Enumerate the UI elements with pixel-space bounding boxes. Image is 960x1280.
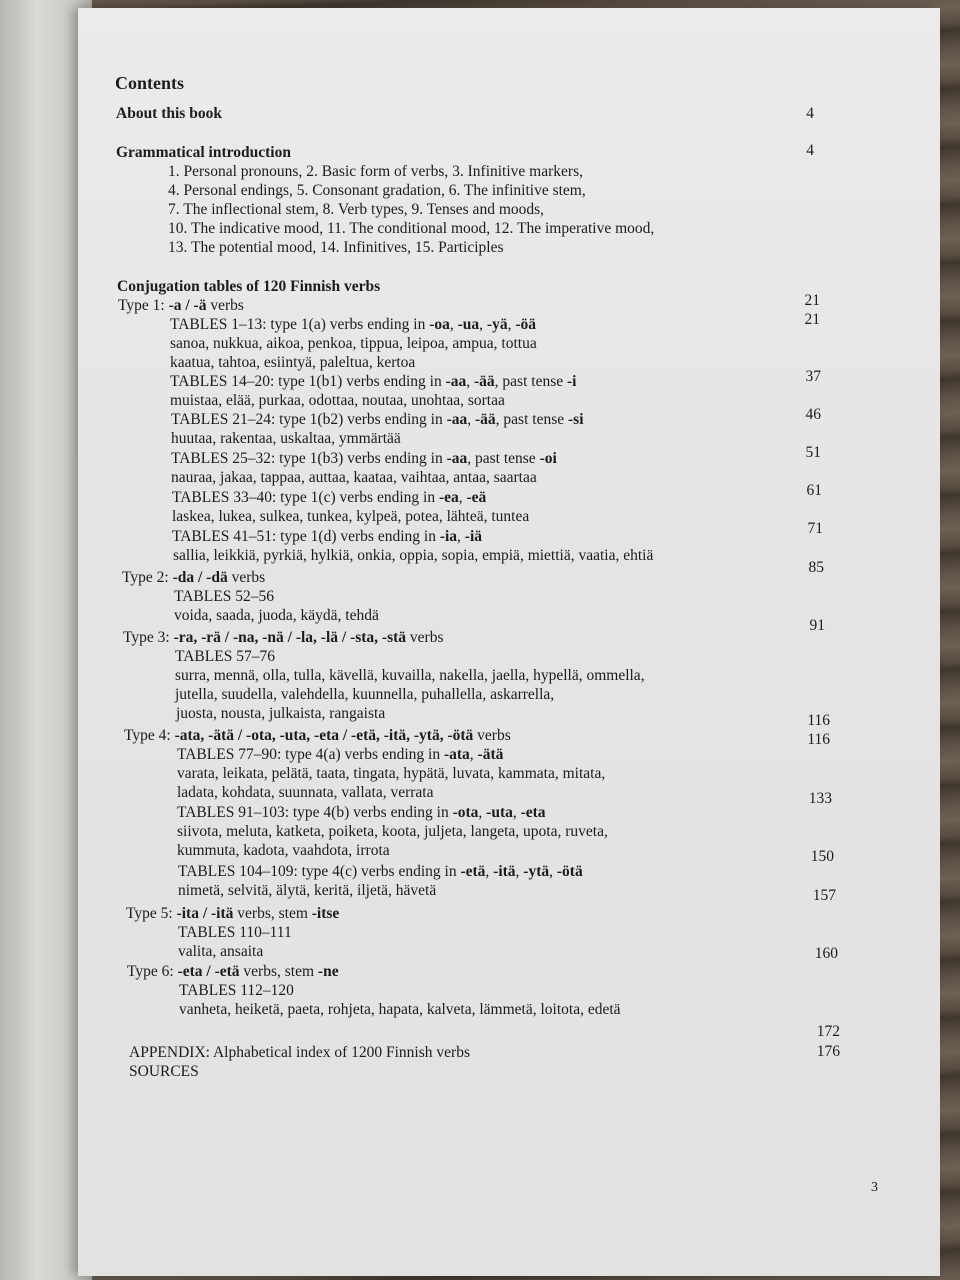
page-number: 3: [871, 1180, 878, 1195]
verbs-1a-line2: kaatua, tahtoa, esiintyä, paleltua, kertoa: [170, 354, 416, 371]
page-61: 61: [806, 482, 822, 499]
page-71: 71: [807, 520, 823, 537]
type2-heading: Type 2: -da / -dä verbs: [122, 569, 266, 586]
verbs-4a-line1: varata, leikata, pelätä, taata, tingata, hypätä, luvata, kammata, mitata,: [177, 765, 606, 782]
type4-heading: Type 4: -ata, -ätä / -ota, -uta, -eta / -etä, -itä, -ytä, -ötä verbs: [124, 727, 511, 744]
toc-grammar-label: Grammatical introduction: [116, 144, 291, 161]
verbs-1c: laskea, lukea, sulkea, tunkea, kylpeä, potea, lähteä, tuntea: [172, 508, 530, 525]
tables-91-103: TABLES 91–103: type 4(b) verbs ending in -ota, -uta, -eta: [177, 804, 546, 821]
tables-57-76: TABLES 57–76: [175, 648, 275, 665]
tables-33-40: TABLES 33–40: type 1(c) verbs ending in -ea, -eä: [172, 489, 487, 506]
verbs-4b-line2: kummuta, kadota, vaahdota, irrota: [177, 842, 390, 859]
contents-title: Contents: [115, 73, 185, 93]
tables-1-13: TABLES 1–13: type 1(a) verbs ending in -oa, -ua, -yä, -öä: [170, 316, 537, 333]
verbs-1b2: huutaa, rakentaa, uskaltaa, ymmärtää: [171, 430, 401, 447]
verbs-4a-line2: ladata, kohdata, suunnata, vallata, verrata: [177, 784, 434, 801]
toc-about-label: About this book: [116, 105, 222, 122]
tables-25-32: TABLES 25–32: type 1(b3) verbs ending in -aa, past tense -oi: [171, 450, 557, 467]
page-37: 37: [805, 368, 821, 385]
tables-104-109: TABLES 104–109: type 4(c) verbs ending in -etä, -itä, -ytä, -ötä: [178, 863, 583, 880]
page-160: 160: [814, 945, 838, 962]
sources-entry: SOURCES: [129, 1063, 199, 1080]
page-46: 46: [805, 406, 821, 423]
page-85: 85: [808, 559, 824, 576]
page-157: 157: [812, 887, 836, 904]
type5-heading: Type 5: -ita / -itä verbs, stem -itse: [126, 905, 340, 922]
verbs-type6: vanheta, heiketä, paeta, rohjeta, hapata, kalveta, lämmetä, loitota, edetä: [179, 1001, 621, 1018]
type6-heading: Type 6: -eta / -etä verbs, stem -ne: [127, 963, 339, 980]
toc-conjugation-label: Conjugation tables of 120 Finnish verbs: [117, 278, 381, 295]
tables-41-51: TABLES 41–51: type 1(d) verbs ending in -ia, -iä: [172, 528, 483, 545]
grammar-line-5: 13. The potential mood, 14. Infinitives, 15. Participles: [168, 239, 504, 256]
tables-110-111: TABLES 110–111: [178, 924, 292, 941]
type3-heading: Type 3: -ra, -rä / -na, -nä / -la, -lä / -sta, -stä verbs: [123, 629, 444, 646]
tables-77-90: TABLES 77–90: type 4(a) verbs ending in -ata, -ätä: [177, 746, 504, 763]
tables-21-24: TABLES 21–24: type 1(b2) verbs ending in -aa, -ää, past tense -si: [171, 411, 584, 428]
grammar-line-2: 4. Personal endings, 5. Consonant gradation, 6. The infinitive stem,: [168, 182, 586, 199]
page-172: 172: [816, 1023, 840, 1040]
verbs-1b3: nauraa, jakaa, tappaa, auttaa, kaataa, vaihtaa, antaa, saartaa: [171, 469, 537, 486]
grammar-line-4: 10. The indicative mood, 11. The conditional mood, 12. The imperative mood,: [168, 220, 655, 237]
book-page: [78, 8, 940, 1276]
page-116-type4: 116: [807, 712, 830, 729]
page-91: 91: [809, 617, 825, 634]
verbs-type5: valita, ansaita: [178, 943, 264, 960]
verbs-1d: sallia, leikkiä, pyrkiä, hylkiä, onkia, oppia, sopia, empiä, miettiä, vaatia, ehtiä: [173, 547, 654, 564]
page-116-tables: 116: [807, 731, 830, 748]
toc-grammar-page: 4: [806, 142, 814, 159]
verbs-type3-line2: jutella, suudella, valehdella, kuunnella, puhallella, askarrella,: [175, 686, 555, 703]
page-21-type1: 21: [804, 292, 820, 309]
verbs-4c: nimetä, selvitä, älytä, keritä, iljetä, hävetä: [178, 882, 437, 899]
page-176: 176: [816, 1043, 840, 1060]
page-133: 133: [808, 790, 832, 807]
appendix-entry: APPENDIX: Alphabetical index of 1200 Finnish verbs: [129, 1044, 470, 1061]
verbs-type2: voida, saada, juoda, käydä, tehdä: [174, 607, 379, 624]
verbs-1b1: muistaa, elää, purkaa, odottaa, noutaa, unohtaa, sortaa: [170, 392, 505, 409]
tables-14-20: TABLES 14–20: type 1(b1) verbs ending in -aa, -ää, past tense -i: [170, 373, 577, 390]
page-21-tables: 21: [804, 311, 820, 328]
grammar-line-3: 7. The inflectional stem, 8. Verb types, 9. Tenses and moods,: [168, 201, 545, 218]
verbs-4b-line1: siivota, meluta, katketa, poiketa, koota, juljeta, langeta, upota, ruveta,: [177, 823, 608, 840]
toc-about-page: 4: [806, 105, 814, 122]
tables-52-56: TABLES 52–56: [174, 588, 274, 605]
page-150: 150: [810, 848, 834, 865]
verbs-type3-line1: surra, mennä, olla, tulla, kävellä, kuvailla, nakella, jaella, hypellä, ommella,: [175, 667, 645, 684]
page-51: 51: [805, 444, 821, 461]
grammar-line-1: 1. Personal pronouns, 2. Basic form of verbs, 3. Infinitive markers,: [168, 163, 583, 180]
tables-112-120: TABLES 112–120: [179, 982, 294, 999]
type1-heading: Type 1: -a / -ä verbs: [118, 297, 244, 314]
verbs-1a-line1: sanoa, nukkua, aikoa, penkoa, tippua, leipoa, ampua, tottua: [170, 335, 537, 352]
verbs-type3-line3: juosta, nousta, julkaista, rangaista: [176, 705, 386, 722]
